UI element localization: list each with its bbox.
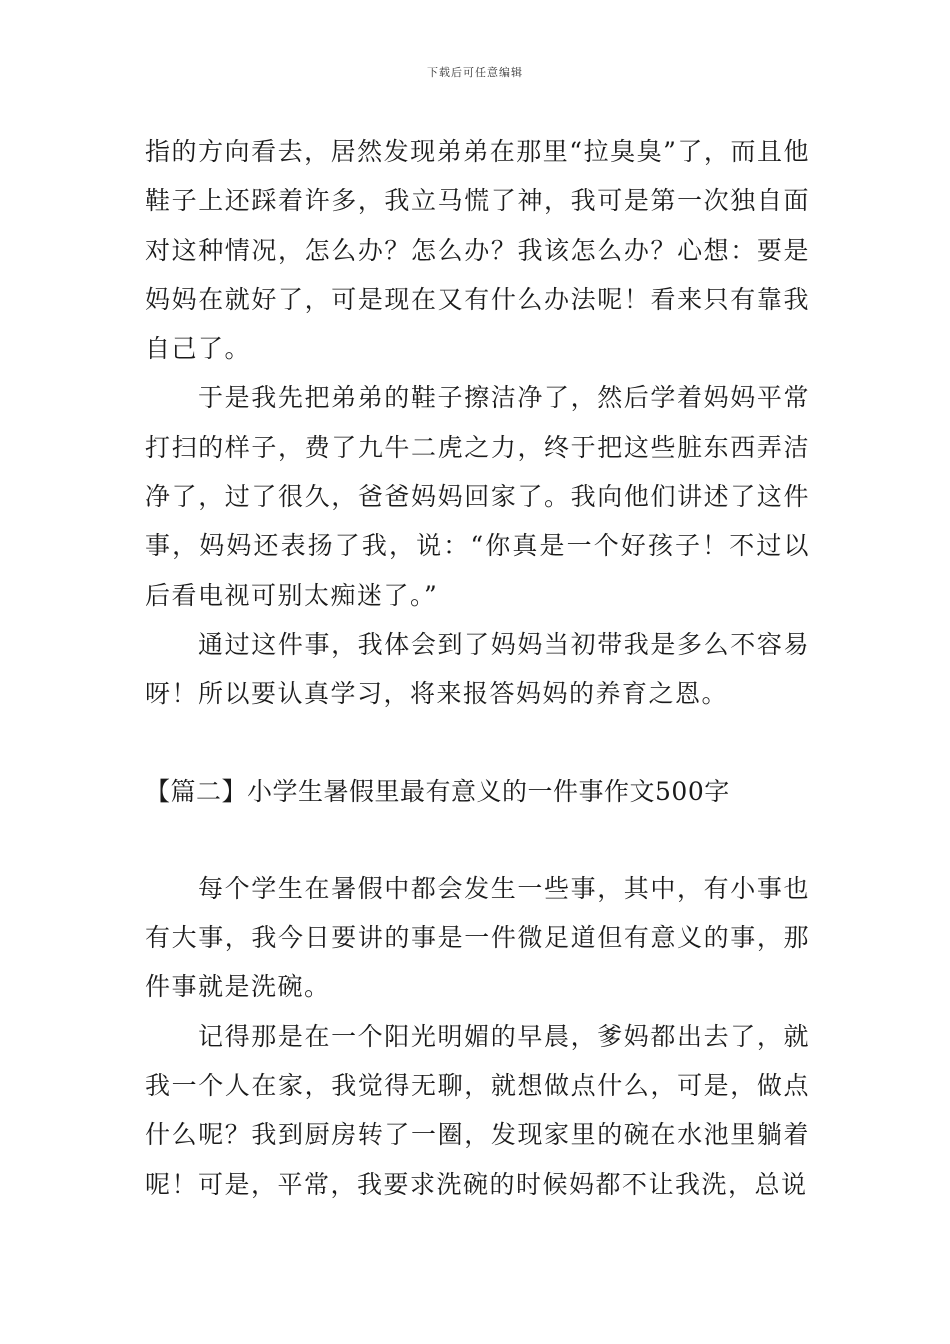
paragraph: 通过这件事，我体会到了妈妈当初带我是多么不容易呀！所以要认真学习，将来报答妈妈的养育之恩。 bbox=[145, 629, 810, 709]
paragraph: 于是我先把弟弟的鞋子擦洁净了，然后学着妈妈平常打扫的样子，费了九牛二虎之力，终于把这些脏东西弄洁净了，过了很久，爸爸妈妈回家了。我向他们讲述了这件事，妈妈还表扬了我，说：“你真是一个好孩子！不过以后看电视可别太痴迷了。” bbox=[145, 383, 810, 610]
paragraph: 每个学生在暑假中都会发生一些事，其中，有小事也有大事，我今日要讲的事是一件微足道但有意义的事，那件事就是洗碗。 bbox=[145, 873, 810, 1002]
paragraph: 记得那是在一个阳光明媚的早晨，爹妈都出去了，就我一个人在家，我觉得无聊，就想做点什么，可是，做点什么呢？我到厨房转了一圈，发现家里的碗在水池里躺着呢！可是，平常，我要求洗碗的时候妈都不让我洗，总说 bbox=[145, 1021, 810, 1199]
paragraph-continuation: 指的方向看去，居然发现弟弟在那里“拉臭臭”了，而且他鞋子上还踩着许多，我立马慌了神，我可是第一次独自面对这种情况，怎么办？怎么办？我该怎么办？心想：要是妈妈在就好了，可是现在又有什么办法呢！看来只有靠我自己了。 bbox=[145, 137, 810, 364]
spacer bbox=[145, 816, 810, 864]
spacer bbox=[145, 719, 810, 767]
document-body bbox=[145, 127, 810, 1209]
section-title: 【篇二】小学生暑假里最有意义的一件事作文500字 bbox=[145, 776, 730, 806]
page-header-note: 下载后可任意编辑 bbox=[427, 66, 523, 79]
